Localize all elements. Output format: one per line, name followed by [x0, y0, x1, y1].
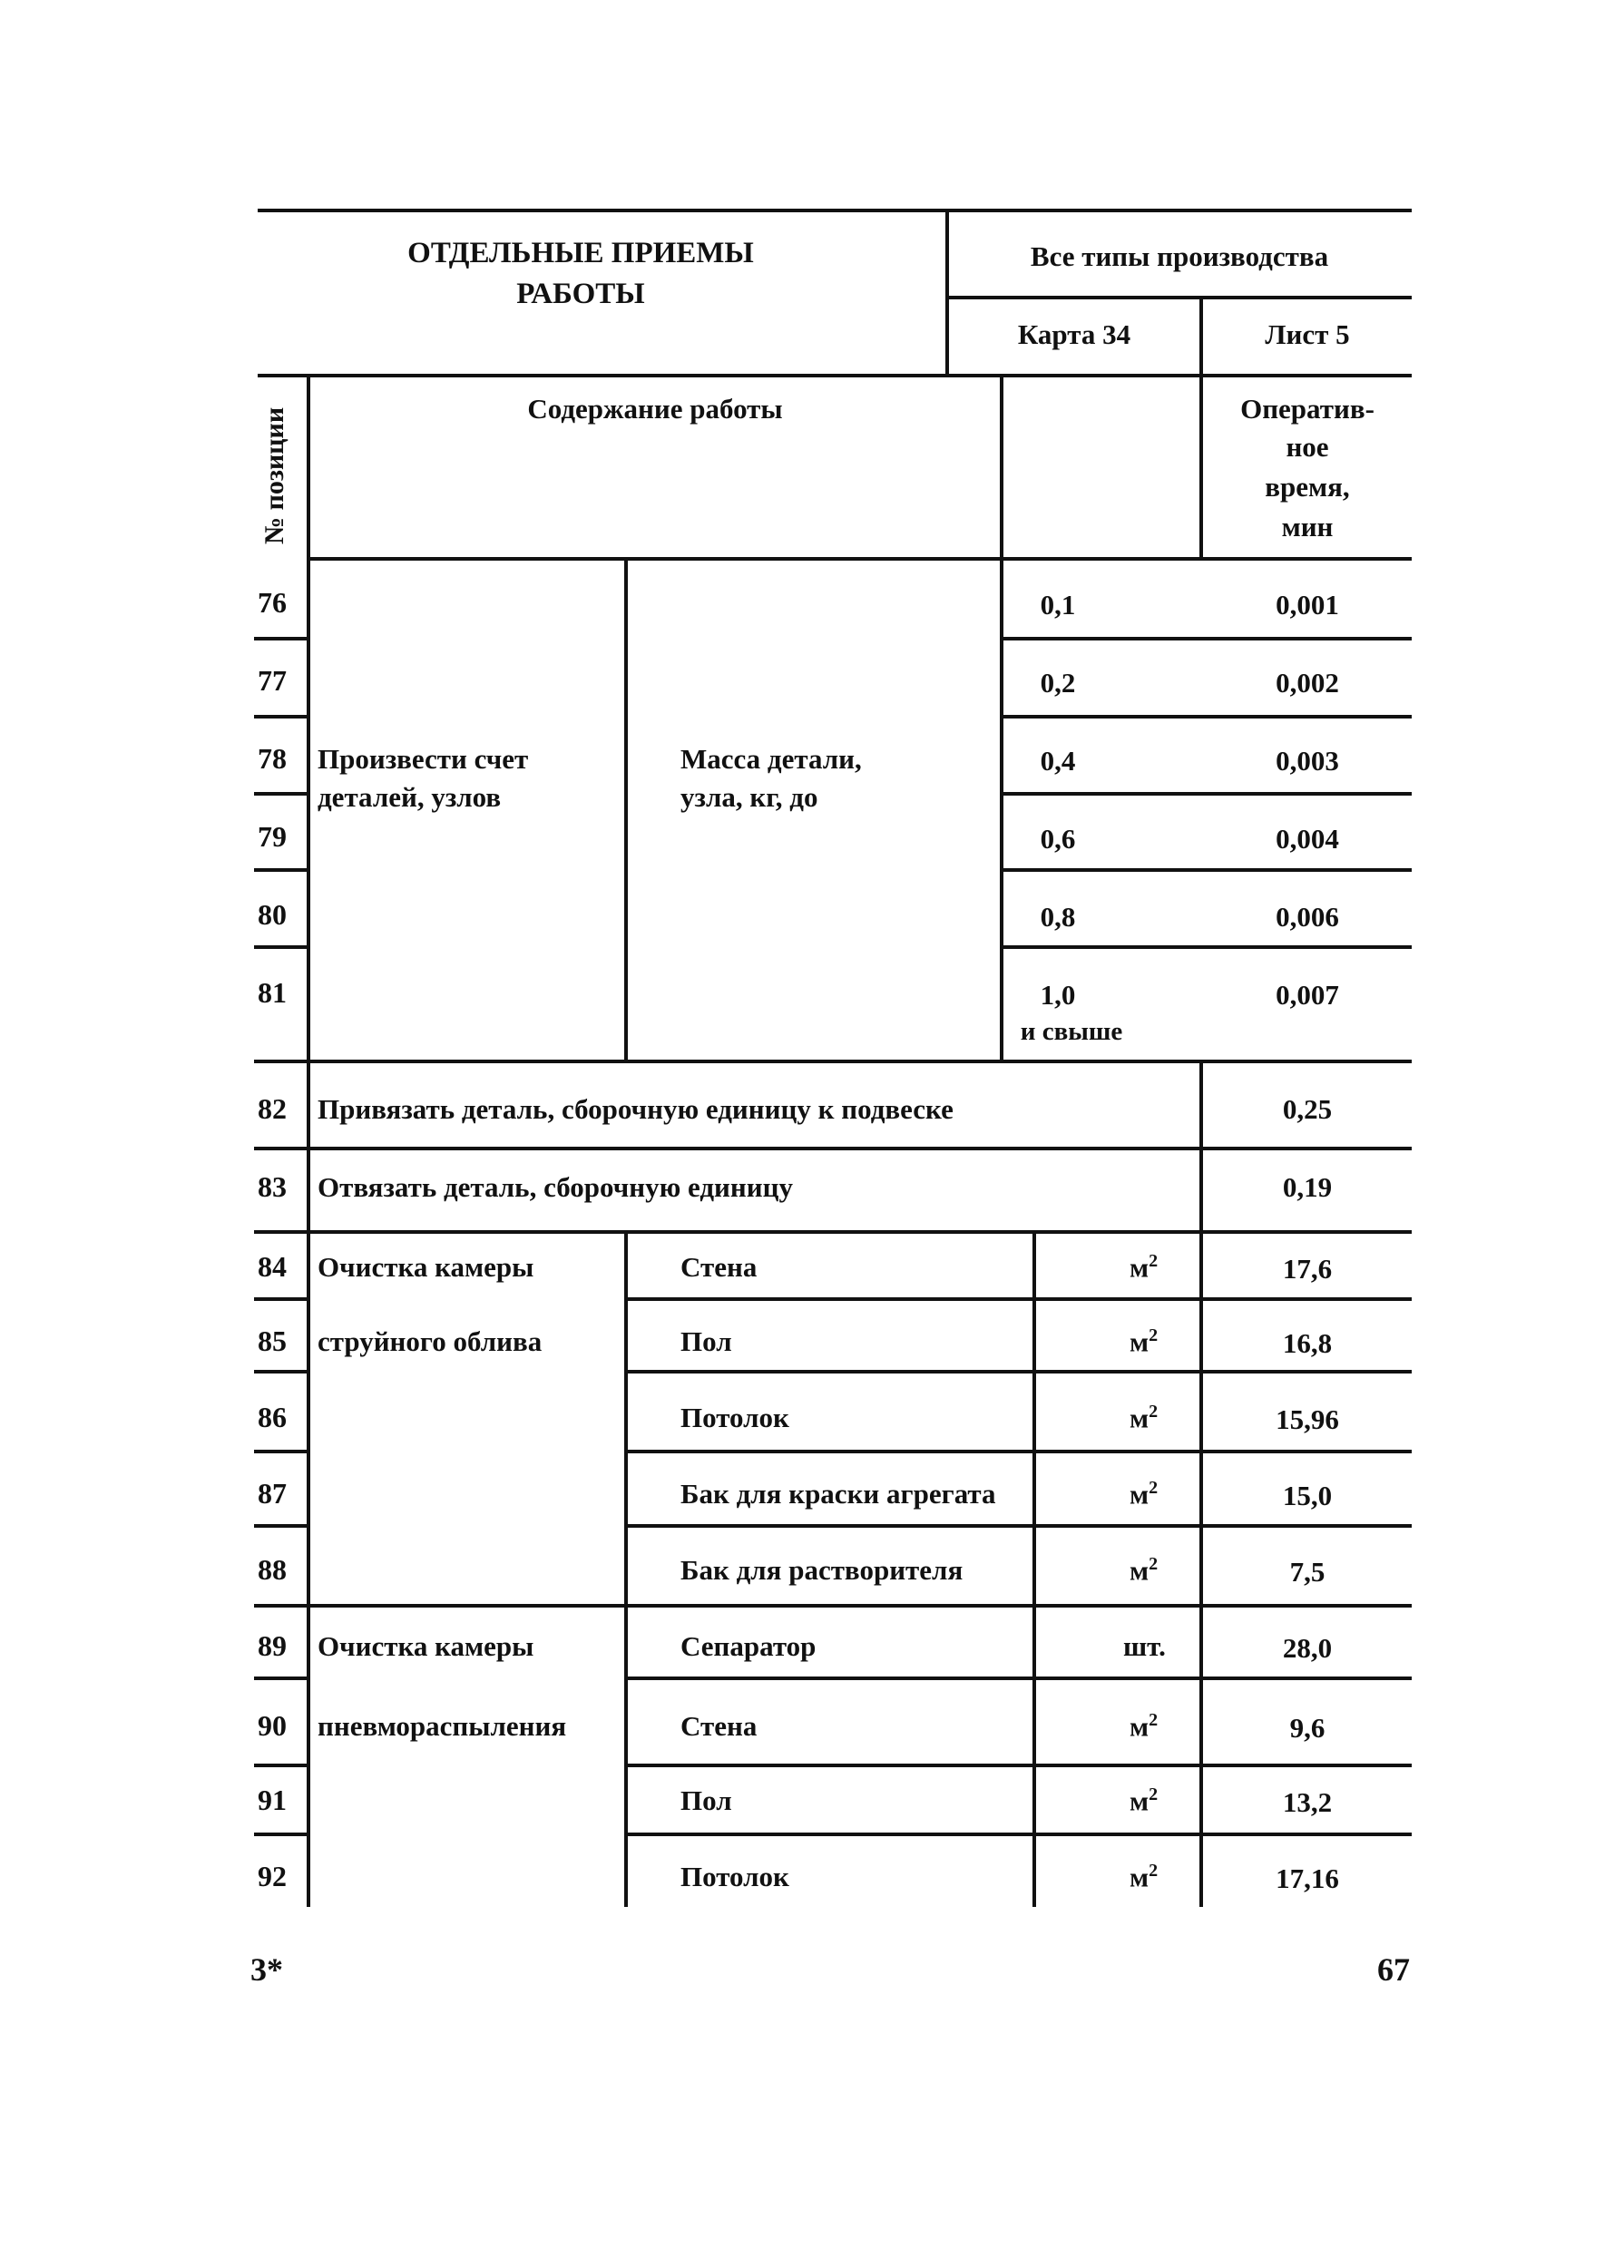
mass-value: 0,8 — [1040, 901, 1076, 933]
position-number: 90 — [258, 1709, 287, 1742]
jet-group-label-line2: струйного облива — [318, 1325, 543, 1357]
count-operation-line2: деталей, узлов — [318, 781, 502, 813]
item-name: Стена — [680, 1251, 758, 1283]
mass-value: 0,4 — [1040, 745, 1076, 777]
time-header-line1: Оператив- — [1240, 393, 1375, 425]
card-number: Карта 34 — [1017, 318, 1131, 350]
time-value: 0,006 — [1276, 901, 1339, 933]
mass-value: 1,0 — [1040, 979, 1076, 1011]
position-number: 83 — [258, 1170, 287, 1203]
position-number: 81 — [258, 976, 287, 1009]
spray-group-label-line1: Очистка камеры — [318, 1630, 534, 1662]
time-value: 28,0 — [1282, 1632, 1333, 1664]
time-value: 0,003 — [1276, 745, 1339, 777]
count-parameter-line2: узла, кг, до — [680, 781, 818, 813]
item-name: Бак для краски агрегата — [680, 1478, 996, 1510]
unit-label: $м^2$ — [1130, 1251, 1159, 1284]
unit-label: $м^2$ — [1130, 1478, 1159, 1510]
section-title-line1: ОТДЕЛЬНЫЕ ПРИЕМЫ — [407, 237, 754, 269]
position-number: 84 — [258, 1250, 287, 1283]
position-number: 82 — [258, 1092, 287, 1125]
time-value: 15,96 — [1276, 1403, 1339, 1435]
spray-group-label-line2: пневмораспыления — [318, 1710, 567, 1742]
time-value: 0,002 — [1276, 667, 1339, 699]
time-value: 16,8 — [1282, 1327, 1333, 1359]
unit-label: $м^2$ — [1130, 1325, 1159, 1358]
item-name: Потолок — [680, 1402, 789, 1433]
position-number: 78 — [258, 742, 287, 775]
time-header-line3: время, — [1265, 471, 1350, 503]
time-header-line4: мин — [1281, 511, 1334, 543]
position-number: 77 — [258, 664, 287, 697]
item-name: Бак для растворителя — [680, 1554, 964, 1586]
time-value: 13,2 — [1282, 1786, 1333, 1818]
item-name: Сепаратор — [680, 1630, 817, 1662]
position-number: 80 — [258, 898, 287, 931]
operation-text: Отвязать деталь, сборочную единицу — [318, 1171, 794, 1203]
unit-label: $м^2$ — [1130, 1402, 1159, 1434]
position-number: 88 — [258, 1553, 287, 1586]
time-value: 0,007 — [1276, 979, 1339, 1011]
position-number: 92 — [258, 1860, 287, 1892]
unit-label: $м^2$ — [1130, 1710, 1159, 1743]
unit-label: $м^2$ — [1130, 1554, 1159, 1587]
count-operation-line1: Произвести счет — [318, 743, 529, 775]
position-number: 85 — [258, 1325, 287, 1357]
sheet-number: Лист 5 — [1265, 318, 1350, 350]
page-number: 67 — [1377, 1951, 1410, 1988]
operation-text: Привязать деталь, сборочную единицу к подвеске — [318, 1093, 954, 1125]
item-name: Потолок — [680, 1861, 789, 1892]
jet-group-label-line1: Очистка камеры — [318, 1251, 534, 1283]
count-parameter-line1: Масса детали, — [680, 743, 862, 775]
position-number: 89 — [258, 1629, 287, 1662]
time-value: 0,25 — [1282, 1093, 1333, 1125]
mass-value-line2: и свыше — [1020, 1017, 1123, 1046]
time-value: 0,004 — [1276, 823, 1339, 855]
time-value: 17,6 — [1282, 1253, 1333, 1285]
time-value: 9,6 — [1289, 1712, 1326, 1744]
time-value: 0,19 — [1282, 1171, 1333, 1203]
item-name: Стена — [680, 1710, 758, 1742]
mass-value: 0,1 — [1040, 589, 1076, 621]
footer-signature-mark: 3* — [250, 1951, 283, 1988]
item-name: Пол — [680, 1784, 732, 1816]
position-number: 76 — [258, 586, 287, 619]
position-number: 91 — [258, 1784, 287, 1816]
unit-label: $м^2$ — [1130, 1861, 1159, 1893]
time-value: 15,0 — [1282, 1480, 1333, 1511]
position-number: 87 — [258, 1477, 287, 1510]
position-number: 79 — [258, 820, 287, 853]
mass-value: 0,2 — [1040, 667, 1076, 699]
unit-label: $м^2$ — [1130, 1784, 1159, 1817]
position-column-header: № позиции — [259, 406, 289, 544]
mass-value: 0,6 — [1040, 823, 1076, 855]
time-value: 0,001 — [1276, 589, 1339, 621]
time-value: 7,5 — [1289, 1556, 1326, 1588]
section-title-line2: РАБОТЫ — [516, 278, 645, 310]
item-name: Пол — [680, 1325, 732, 1357]
time-header-line2: ное — [1286, 431, 1329, 463]
unit-label: шт. — [1123, 1630, 1166, 1662]
production-types: Все типы производства — [1030, 240, 1329, 272]
position-number: 86 — [258, 1401, 287, 1433]
time-value: 17,16 — [1276, 1862, 1339, 1894]
content-column-header: Содержание работы — [527, 393, 783, 425]
